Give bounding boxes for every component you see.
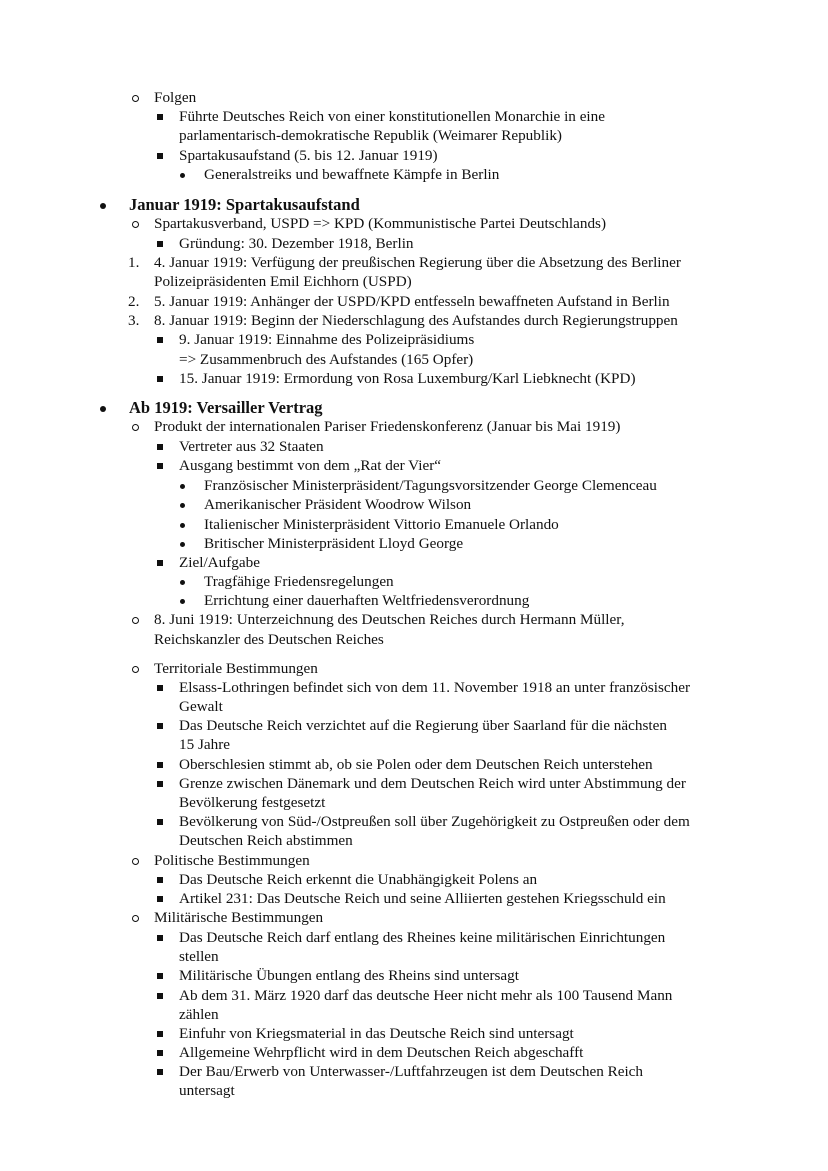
list-item-text: Das Deutsche Reich erkennt die Unabhängigkeit Polens an — [179, 871, 538, 888]
dot-bullet-icon — [180, 580, 185, 585]
list-item-text: 15 Jahre — [179, 736, 231, 753]
list-item-text: Spartakusaufstand (5. bis 12. Januar 1919) — [179, 147, 438, 164]
list-item-text: Führte Deutsches Reich von einer konstitutionellen Monarchie in eine — [179, 108, 605, 125]
list-item-text: => Zusammenbruch des Aufstandes (165 Opfer) — [179, 351, 474, 368]
square-bullet-icon — [157, 896, 163, 902]
list-item-text: Ab dem 31. März 1920 darf das deutsche Heer nicht mehr als 100 Tausend Mann — [179, 987, 673, 1004]
list-item-text: Allgemeine Wehrpflicht wird in dem Deutschen Reich abgeschafft — [179, 1044, 584, 1061]
square-bullet-icon — [157, 685, 163, 691]
circle-bullet-icon — [132, 221, 139, 228]
list-item-text: 15. Januar 1919: Ermordung von Rosa Luxemburg/Karl Liebknecht (KPD) — [179, 370, 636, 387]
square-bullet-icon — [157, 463, 163, 469]
list-item-text: Militärische Übungen entlang des Rheins sind untersagt — [179, 967, 519, 984]
dot-bullet-icon — [180, 599, 185, 604]
square-bullet-icon — [157, 993, 163, 999]
list-item-text: 8. Januar 1919: Beginn der Niederschlagung des Aufstandes durch Regierungstruppen — [154, 312, 678, 329]
square-bullet-icon — [157, 560, 163, 566]
list-item-text: Folgen — [154, 89, 197, 106]
square-bullet-icon — [157, 723, 163, 729]
list-item-text: Amerikanischer Präsident Woodrow Wilson — [204, 496, 472, 513]
list-item-text: Bevölkerung festgesetzt — [179, 794, 326, 811]
square-bullet-icon — [157, 877, 163, 883]
square-bullet-icon — [157, 1050, 163, 1056]
circle-bullet-icon — [132, 617, 139, 624]
dot-bullet-icon — [180, 542, 185, 547]
list-item-text: Ausgang bestimmt von dem „Rat der Vier“ — [179, 457, 441, 474]
list-item-text: 4. Januar 1919: Verfügung der preußischen Regierung über die Absetzung des Berliner — [154, 254, 681, 271]
dot-bullet-icon — [100, 203, 106, 209]
circle-bullet-icon — [132, 666, 139, 673]
list-item-text: stellen — [179, 948, 219, 965]
list-item-text: Bevölkerung von Süd-/Ostpreußen soll über Zugehörigkeit zu Ostpreußen oder dem — [179, 813, 690, 830]
list-item-text: Tragfähige Friedensregelungen — [204, 573, 394, 590]
dot-bullet-icon — [180, 484, 185, 489]
list-item-text: Produkt der internationalen Pariser Friedenskonferenz (Januar bis Mai 1919) — [154, 418, 621, 435]
circle-bullet-icon — [132, 95, 139, 102]
square-bullet-icon — [157, 114, 163, 120]
circle-bullet-icon — [132, 915, 139, 922]
square-bullet-icon — [157, 444, 163, 450]
list-item-text: Reichskanzler des Deutschen Reiches — [154, 631, 384, 648]
square-bullet-icon — [157, 935, 163, 941]
list-item-text: Das Deutsche Reich verzichtet auf die Regierung über Saarland für die nächsten — [179, 717, 667, 734]
list-item-text: Elsass-Lothringen befindet sich von dem 11. November 1918 an unter französischer — [179, 679, 691, 696]
list-item-text: Generalstreiks und bewaffnete Kämpfe in Berlin — [204, 166, 500, 183]
list-item-text: Einfuhr von Kriegsmaterial in das Deutsche Reich sind untersagt — [179, 1025, 574, 1042]
list-number: 1. — [128, 254, 140, 271]
list-item-text: Ziel/Aufgabe — [179, 554, 260, 571]
dot-bullet-icon — [100, 406, 106, 412]
list-item-text: Britischer Ministerpräsident Lloyd George — [204, 535, 464, 552]
square-bullet-icon — [157, 781, 163, 787]
square-bullet-icon — [157, 1031, 163, 1037]
list-item-text: Französischer Ministerpräsident/Tagungsvorsitzender George Clemenceau — [204, 477, 657, 494]
dot-bullet-icon — [180, 173, 185, 178]
list-item-text: Artikel 231: Das Deutsche Reich und seine Alliierten gestehen Kriegsschuld ein — [179, 890, 666, 907]
list-item-text: Gewalt — [179, 698, 223, 715]
list-item-text: Oberschlesien stimmt ab, ob sie Polen oder dem Deutschen Reich unterstehen — [179, 756, 653, 773]
list-item-text: Errichtung einer dauerhaften Weltfriedensverordnung — [204, 592, 530, 609]
list-item-text: Italienischer Ministerpräsident Vittorio Emanuele Orlando — [204, 516, 559, 533]
circle-bullet-icon — [132, 424, 139, 431]
list-item-text: 8. Juni 1919: Unterzeichnung des Deutschen Reiches durch Hermann Müller, — [154, 611, 625, 628]
dot-bullet-icon — [180, 503, 185, 508]
list-item-text: Gründung: 30. Dezember 1918, Berlin — [179, 235, 414, 252]
section-heading: Ab 1919: Versailler Vertrag — [129, 398, 323, 417]
list-item-text: Deutschen Reich abstimmen — [179, 832, 353, 849]
list-item-text: parlamentarisch-demokratische Republik (Weimarer Republik) — [179, 127, 562, 144]
square-bullet-icon — [157, 376, 163, 382]
square-bullet-icon — [157, 241, 163, 247]
circle-bullet-icon — [132, 858, 139, 865]
square-bullet-icon — [157, 337, 163, 343]
list-number: 3. — [128, 312, 140, 329]
square-bullet-icon — [157, 153, 163, 159]
dot-bullet-icon — [180, 523, 185, 528]
list-item-text: Politische Bestimmungen — [154, 852, 310, 869]
list-item-text: Der Bau/Erwerb von Unterwasser-/Luftfahrzeugen ist dem Deutschen Reich — [179, 1063, 644, 1080]
list-item-text: Vertreter aus 32 Staaten — [179, 438, 324, 455]
list-item-text: Grenze zwischen Dänemark und dem Deutschen Reich wird unter Abstimmung der — [179, 775, 686, 792]
list-item-text: Spartakusverband, USPD => KPD (Kommunistische Partei Deutschlands) — [154, 215, 607, 232]
square-bullet-icon — [157, 762, 163, 768]
list-item-text: Territoriale Bestimmungen — [154, 660, 318, 677]
list-item-text: Militärische Bestimmungen — [154, 909, 324, 926]
list-item-text: Polizeipräsidenten Emil Eichhorn (USPD) — [154, 273, 412, 290]
list-item-text: 5. Januar 1919: Anhänger der USPD/KPD entfesseln bewaffneten Aufstand in Berlin — [154, 293, 670, 310]
list-item-text: Das Deutsche Reich darf entlang des Rheines keine militärischen Einrichtungen — [179, 929, 666, 946]
square-bullet-icon — [157, 1069, 163, 1075]
list-number: 2. — [128, 293, 140, 310]
square-bullet-icon — [157, 973, 163, 979]
list-item-text: 9. Januar 1919: Einnahme des Polizeipräsidiums — [179, 331, 475, 348]
section-heading: Januar 1919: Spartakusaufstand — [129, 195, 360, 214]
list-item-text: untersagt — [179, 1082, 235, 1099]
list-item-text: zählen — [179, 1006, 219, 1023]
square-bullet-icon — [157, 819, 163, 825]
